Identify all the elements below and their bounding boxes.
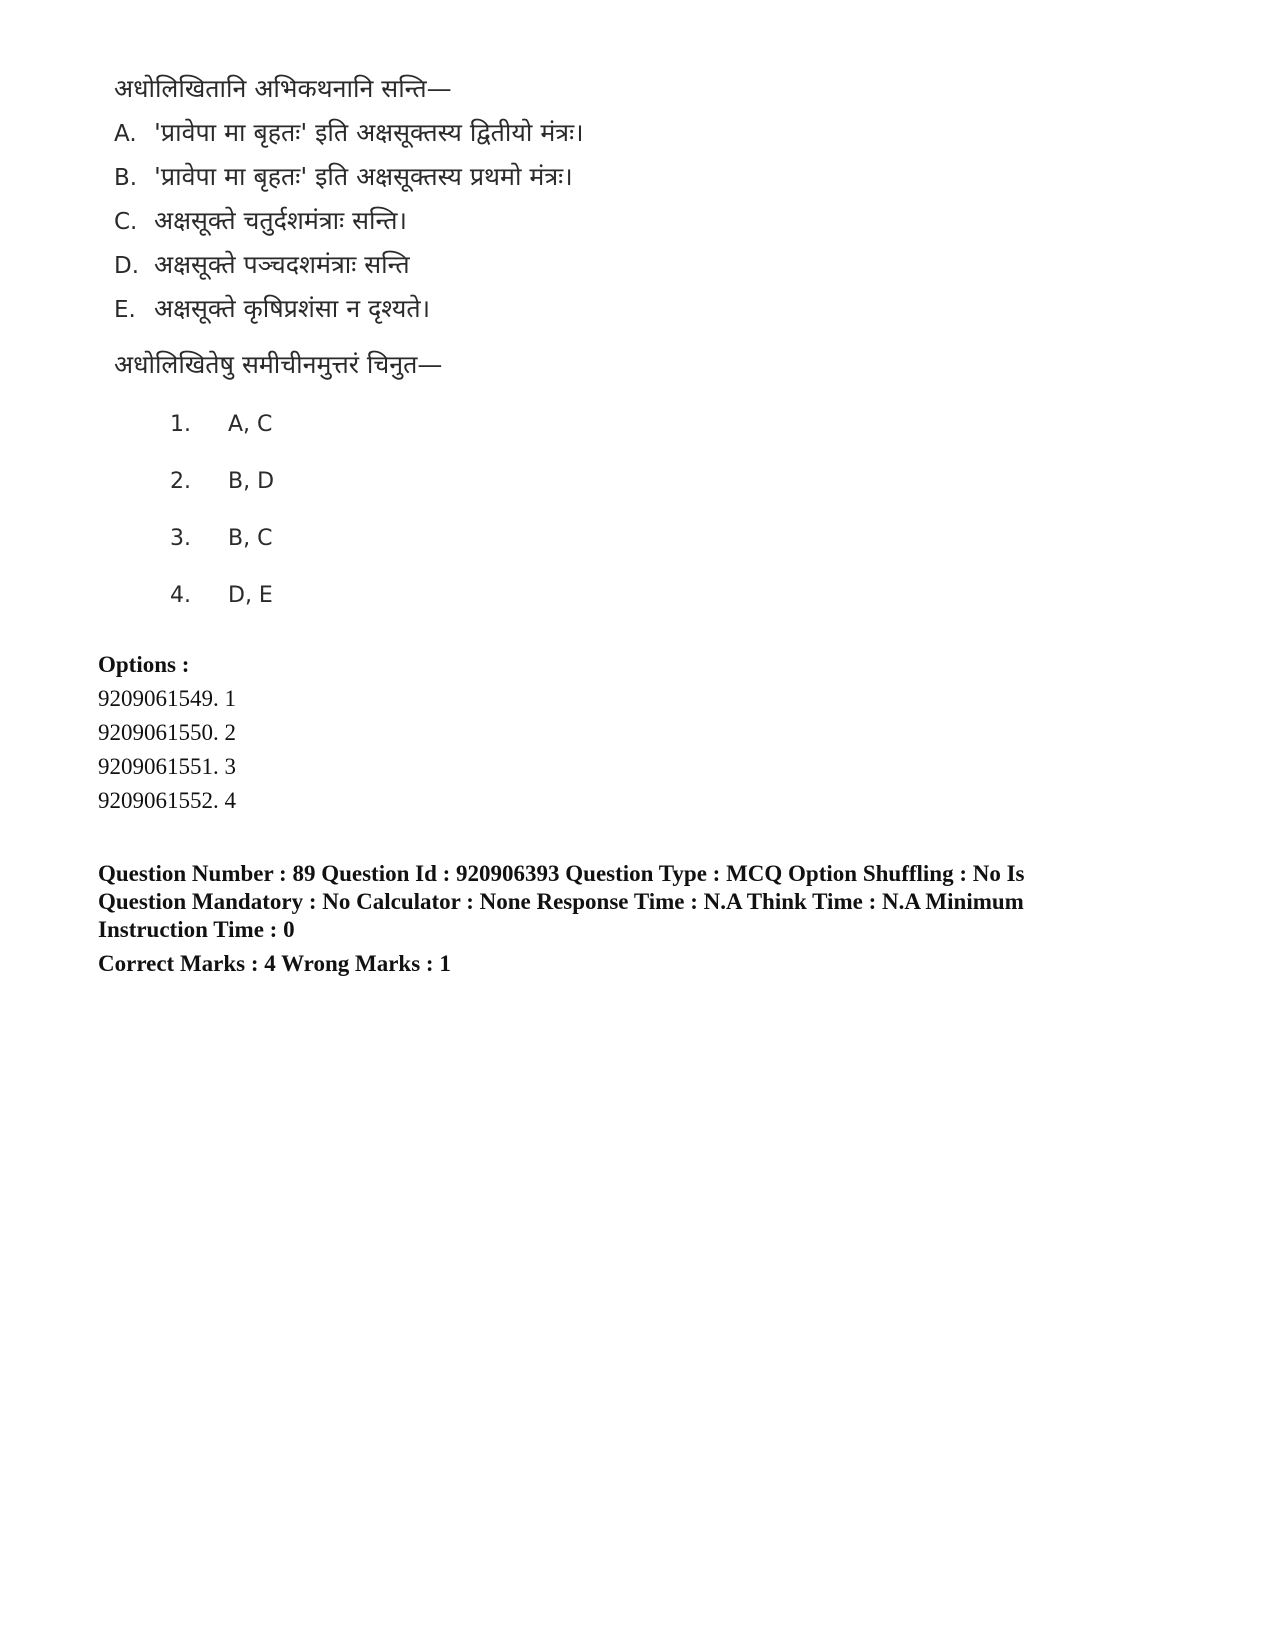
meta-line-2: Question Mandatory : No Calculator : None Response Time : N.A Think Time : N.A Minimum [98, 889, 1024, 914]
statement-e [114, 294, 430, 325]
statement-a [114, 118, 584, 149]
choice-text: A, C [228, 412, 273, 437]
meta-line-3: Instruction Time : 0 [98, 917, 295, 942]
statement-letter: D. [114, 253, 140, 279]
choice-number: 4. [170, 583, 191, 608]
statement-letter: B. [114, 165, 138, 191]
options-section [98, 648, 236, 818]
choice-number: 3. [170, 526, 191, 551]
statement-letter: A. [114, 121, 137, 147]
choice-2 [170, 469, 274, 494]
option-item-2: 9209061550. 2 [98, 720, 236, 745]
choice-text: D, E [228, 583, 273, 608]
statement-text: 'प्रावेपा मा बृहतः' इति अक्षसूक्तस्य द्वितीयो मंत्रः। [154, 118, 584, 147]
choice-text: B, C [228, 526, 273, 551]
statement-b [114, 162, 573, 193]
question-intro: अधोलिखितानि अभिकथनानि सन्ति— [114, 74, 452, 103]
choice-1 [170, 412, 272, 437]
choice-text: B, D [228, 469, 275, 494]
question-meta [98, 860, 1138, 978]
statement-text: अक्षसूक्ते कृषिप्रशंसा न दृश्यते। [154, 294, 431, 323]
statement-letter: E. [114, 297, 136, 323]
statement-text: अक्षसूक्ते चतुर्दशमंत्राः सन्ति। [154, 206, 407, 235]
option-item-1: 9209061549. 1 [98, 686, 236, 711]
option-item-3: 9209061551. 3 [98, 754, 236, 779]
choice-3 [170, 526, 272, 551]
question-ask: अधोलिखितेषु समीचीनमुत्तरं चिनुत— [114, 350, 443, 379]
choice-number: 2. [170, 469, 191, 494]
option-item-4: 9209061552. 4 [98, 788, 236, 813]
statement-letter: C. [114, 209, 138, 235]
choice-4 [170, 583, 273, 608]
statement-text: अक्षसूक्ते पञ्चदशमंत्राः सन्ति [154, 250, 410, 279]
meta-line-1: Question Number : 89 Question Id : 920906393 Question Type : MCQ Option Shuffling : No Is [98, 861, 1025, 886]
statement-c [114, 206, 407, 237]
marks-line: Correct Marks : 4 Wrong Marks : 1 [98, 951, 451, 976]
choice-number: 1. [170, 412, 191, 437]
statement-d [114, 250, 410, 281]
options-title: Options : [98, 652, 190, 677]
statement-text: 'प्रावेपा मा बृहतः' इति अक्षसूक्तस्य प्रथमो मंत्रः। [154, 162, 573, 191]
